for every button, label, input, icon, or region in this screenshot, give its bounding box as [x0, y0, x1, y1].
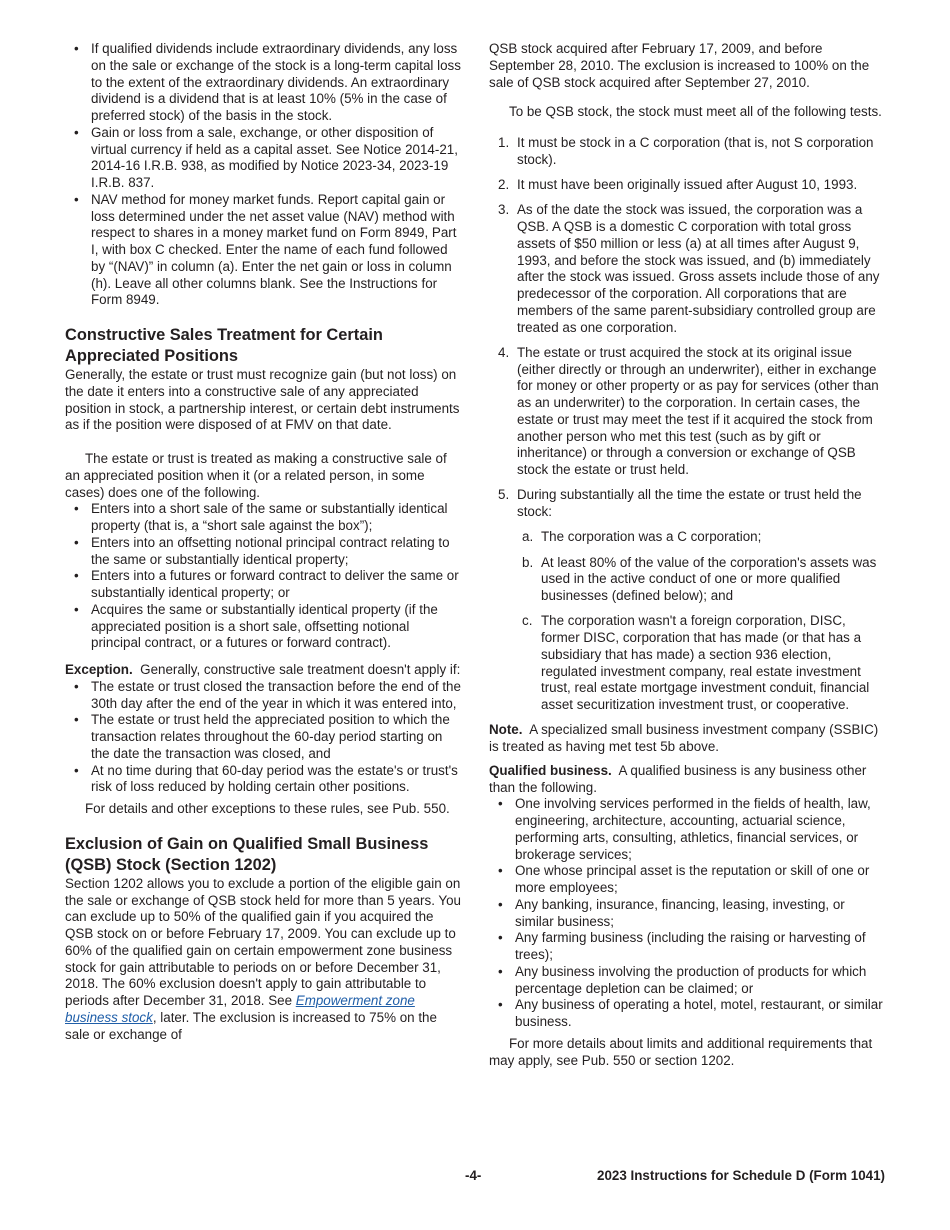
bullet-icon: •	[74, 678, 79, 694]
list-item: 3. As of the date the stock was issued, the corporation was a QSB. A QSB is a domestic C corporation with total gross assets of $50 million or less (a) at all times after August 9, 1993, and before the stock was issued, and (b) immediately after the stock was issued. Gross assets include those of any predecessor of the corporation. All corporations that are members of the same parent-subsidiary controlled group are treated as one corporation.	[498, 202, 880, 335]
list-item: • Gain or loss from a sale, exchange, or other disposition of virtual currency if held as a capital asset. See Notice 2014-21, 2014-16 I.R.B. 938, as modified by Notice 2023-34, 2023-19 I.R.B. 837.	[74, 124, 458, 190]
exception-list	[65, 679, 462, 796]
empowerment-zone-link[interactable]: Empowerment zone business stock	[65, 993, 415, 1025]
list-item: • Any business of operating a hotel, motel, restaurant, or similar business.	[498, 997, 883, 1029]
page-number: -4-	[465, 1168, 482, 1183]
paragraph-note: Note. A specialized small business investment company (SSBIC) is treated as having met test 5b above.	[489, 722, 879, 754]
bullet-icon: •	[74, 568, 79, 584]
heading-constructive-sales: Constructive Sales Treatment for Certain Appreciated Positions	[65, 326, 383, 365]
list-item: b. At least 80% of the value of the corporation's assets was used in the active conduct of one or more qualified businesses (defined below); and	[522, 554, 877, 603]
bullet-icon: •	[498, 930, 503, 946]
list-item: • Acquires the same or substantially identical property (if the appreciated position is a short sale, offsetting notional principal contract, or a futures or forward contract).	[74, 601, 438, 651]
list-item: • The estate or trust closed the transaction before the end of the 30th day after the end of the year in which it was entered into,	[74, 678, 461, 711]
bullet-icon: •	[74, 124, 79, 140]
list-item: • One whose principal asset is the reputation or skill of one or more employees;	[498, 863, 870, 895]
list-item: • Any banking, insurance, financing, leasing, investing, or similar business;	[498, 896, 845, 929]
list-item: • Enters into a short sale of the same or substantially identical property (that is, a “short sale against the box”);	[74, 501, 448, 533]
list-item: 2. It must have been originally issued after August 10, 1993.	[498, 177, 858, 192]
list-item: • Enters into an offsetting notional principal contract relating to the same or substantially identical property;	[74, 534, 450, 567]
bullet-icon: •	[74, 762, 79, 778]
bullet-icon: •	[74, 534, 79, 550]
list-item: 1. It must be stock in a C corporation (that is, not S corporation stock).	[498, 135, 874, 167]
page-footer	[65, 1168, 885, 1186]
constructive-sale-list	[65, 501, 462, 652]
list-item: • If qualified dividends include extraordinary dividends, any loss on the sale or exchange of the stock is a long-term capital loss to the extent of the extraordinary dividends. An extraordinary dividend is a dividend that is at least 10% (5% in the case of preferred stock) of the basis in the stock.	[74, 41, 461, 123]
special-rules-list	[65, 41, 462, 309]
heading-qsb-exclusion: Exclusion of Gain on Qualified Small Business (QSB) Stock (Section 1202)	[65, 834, 429, 874]
list-item: • The estate or trust held the appreciated position to which the transaction relates throughout the 60-day period starting on the date the transaction was closed, and	[74, 712, 450, 761]
list-item: c. The corporation wasn't a foreign corporation, DISC, former DISC, corporation that has made (or that has a subsidiary that has made) a section 936 election, regulated investment company, real estate investment trust, real estate mortgage investment conduit, financial asset securitization investment trust, or cooperative.	[522, 613, 870, 712]
test-5-sublist	[517, 529, 886, 714]
paragraph-generally: Generally, the estate or trust must recognize gain (but not loss) on the date it enters into a constructive sale of any appreciated position in stock, a partnership interest, or certain debt instruments as if the position were disposed of at FMV on that date.	[65, 367, 460, 433]
list-item: • NAV method for money market funds. Report capital gain or loss determined under the net asset value (NAV) method with respect to shares in a money market fund on Form 8949, Part I, with box C checked. Enter the name of each fund followed by “(NAV)” in column (a). Enter the net gain or loss in column (h). Leave all other columns blank. See the Instructions for Form 8949.	[74, 191, 457, 308]
bullet-icon: •	[74, 601, 79, 617]
list-item: • Enters into a futures or forward contract to deliver the same or substantially identical property; or	[74, 568, 459, 600]
list-item: 5. During substantially all the time the estate or trust held the stock: a. The corporation was a C corporation; b. At least 80% of the value of the corporation's assets was used in the active conduct of one or more qualified businesses (defined below); and c. The corporation wasn't a foreign corporation, DISC, former DISC, corporation that has made (or that has a subsidiary that has made) a section 936 election, regulated investment company, real estate investment trust, real estate mortgage investment conduit, financial asset securitization investment trust, or cooperative.	[489, 487, 886, 714]
qualified-business-list	[489, 796, 886, 1031]
bullet-icon: •	[498, 997, 503, 1013]
paragraph-to-be-qsb: To be QSB stock, the stock must meet all of the following tests.	[509, 104, 882, 120]
bullet-icon: •	[74, 501, 79, 517]
list-item: • At no time during that 60-day period was the estate's or trust's risk of loss reduced by holding certain other positions.	[74, 762, 458, 795]
qualified-business-label: Qualified business.	[489, 762, 612, 778]
paragraph-details: For details and other exceptions to these rules, see Pub. 550.	[85, 801, 450, 816]
list-item: 4. The estate or trust acquired the stock at its original issue (either directly or through an underwriter), either in exchange for money or other property or as pay for services (other than as an underwriter) to the corporation. In certain cases, the estate or trust may meet the test if it acquired the stock from another person who met this test (such as by gift or inheritance) or through a conversion or exchange of QSB stock the estate or trust held.	[498, 344, 879, 477]
bullet-icon: •	[498, 963, 503, 979]
right-column	[489, 41, 886, 1069]
note-label: Note.	[489, 722, 523, 738]
bullet-icon: •	[498, 796, 503, 812]
bullet-icon: •	[498, 863, 503, 879]
form-title: 2023 Instructions for Schedule D (Form 1041)	[597, 1168, 885, 1183]
paragraph-continued: QSB stock acquired after February 17, 2009, and before September 28, 2010. The exclusion is increased to 100% on the sale of QSB stock acquired after September 27, 2010.	[489, 41, 870, 90]
exception-label: Exception.	[65, 662, 133, 677]
list-item: • Any farming business (including the raising or harvesting of trees);	[498, 930, 866, 962]
list-item: • Any business involving the production of products for which percentage depletion can be claimed; or	[498, 963, 867, 996]
list-item: • One involving services performed in the fields of health, law, engineering, architecture, accounting, actuarial science, performing arts, consulting, athletics, financial services, or brokerage services;	[498, 796, 871, 862]
list-item: a. The corporation was a C corporation;	[522, 529, 762, 545]
bullet-icon: •	[74, 41, 79, 56]
paragraph-more-details: For more details about limits and additional requirements that may apply, see Pub. 550 or section 1202.	[489, 1035, 873, 1068]
left-column	[65, 41, 462, 1043]
paragraph-treated: The estate or trust is treated as making a constructive sale of an appreciated position when it (or a related person, in some cases) does one of the following.	[65, 451, 447, 500]
bullet-icon: •	[74, 712, 79, 728]
bullet-icon: •	[498, 896, 503, 912]
paragraph-section-1202: Section 1202 allows you to exclude a portion of the eligible gain on the sale or exchange of QSB stock held for more than 5 years. You can exclude up to 50% of the qualified gain if you acquired the QSB stock on or before February 17, 2009. You can exclude up to 60% of the qualified gain on certain empowerment zone business stock for gain attributable to periods on or before December 31, 2018. The 60% exclusion doesn't apply to gain attributable to periods after December 31, 2018. See Empowerment zone business stock, later. The exclusion is increased to 75% on the sale or exchange of	[65, 875, 462, 1042]
paragraph-qualified-business: Qualified business. A qualified business is any business other than the following.	[489, 762, 867, 795]
bullet-icon: •	[74, 191, 79, 207]
paragraph-exception: Exception. Generally, constructive sale treatment doesn't apply if:	[65, 662, 461, 677]
qsb-tests-list	[489, 135, 886, 714]
